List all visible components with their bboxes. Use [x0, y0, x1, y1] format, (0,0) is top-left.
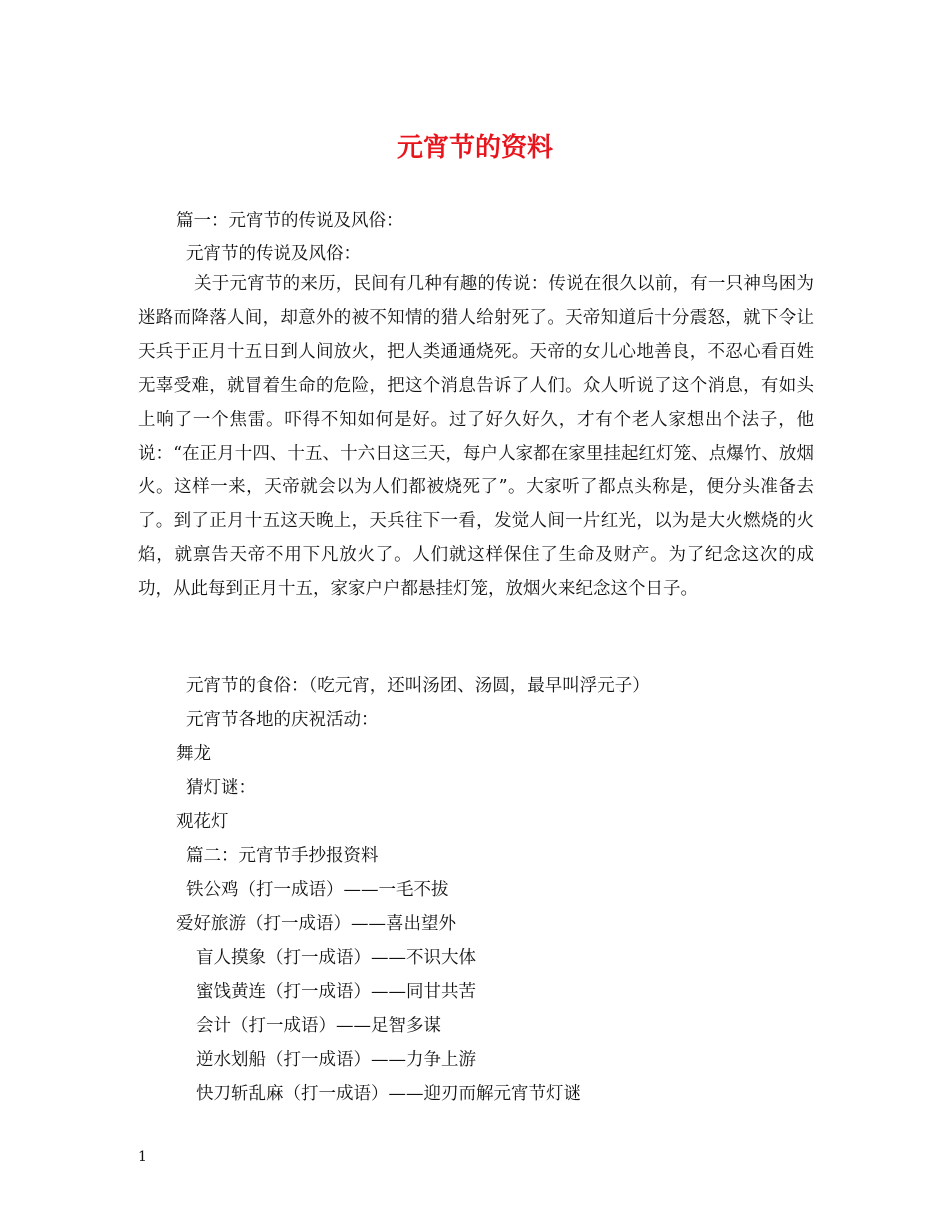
riddle-line: 爱好旅游（打一成语）——喜出望外 — [176, 914, 456, 934]
riddle-line: 盲人摸象（打一成语）——不识大体 — [196, 948, 476, 968]
riddle-line: 铁公鸡（打一成语）——一毛不拔 — [186, 880, 449, 900]
riddle-line: 会计（打一成语）——足智多谋 — [196, 1016, 441, 1036]
activity-dragon-dance: 舞龙 — [176, 744, 211, 764]
section-heading-1: 篇一：元宵节的传说及风俗： — [176, 211, 404, 231]
document-title: 元宵节的资料 — [396, 133, 553, 163]
legend-paragraph: 关于元宵节的来历，民间有几种有趣的传说：传说在很久以前，有一只神鸟困为迷路而降落人间，却意外的被不知情的猎人给射死了。天帝知道后十分震怒，就下令让天兵于正月十五日到人间放火，把人类通通烧死。天帝的女儿心地善良，不忍心看百姓无辜受难，就冒着生命的危险，把这个消息告诉了人们。众人听说了这个消息，有如头上响了一个焦雷。吓得不知如何是好。过了好久好久，才有个老人家想出个法子，他说：“在正月十四、十五、十六日这三天，每户人家都在家里挂起红灯笼、点爆竹、放烟火。这样一来，天帝就会以为人们都被烧死了”。大家听了都点头称是，便分头准备去了。到了正月十五这天晚上，天兵往下一看，发觉人间一片红光，以为是大火燃烧的火焰，就禀告天帝不用下凡放火了。人们就这样保住了生命及财产。为了纪念这次的成功，从此每到正月十五，家家户户都悬挂灯笼，放烟火来纪念这个日子。 — [138, 274, 814, 600]
subheading-legend: 元宵节的传说及风俗： — [186, 244, 361, 264]
page-number: 1 — [138, 1149, 147, 1165]
activity-riddles: 猜灯谜： — [186, 778, 256, 798]
riddle-line: 蜜饯黄连（打一成语）——同甘共苦 — [196, 982, 476, 1002]
riddle-line: 逆水划船（打一成语）——力争上游 — [196, 1050, 476, 1070]
activity-lanterns: 观花灯 — [176, 812, 229, 832]
celebration-heading: 元宵节各地的庆祝活动： — [186, 710, 379, 730]
riddle-line: 快刀斩乱麻（打一成语）——迎刃而解元宵节灯谜 — [196, 1084, 581, 1104]
food-custom-line: 元宵节的食俗：（吃元宵，还叫汤团、汤圆，最早叫浮元子） — [186, 676, 650, 696]
section-heading-2: 篇二：元宵节手抄报资料 — [186, 846, 379, 866]
